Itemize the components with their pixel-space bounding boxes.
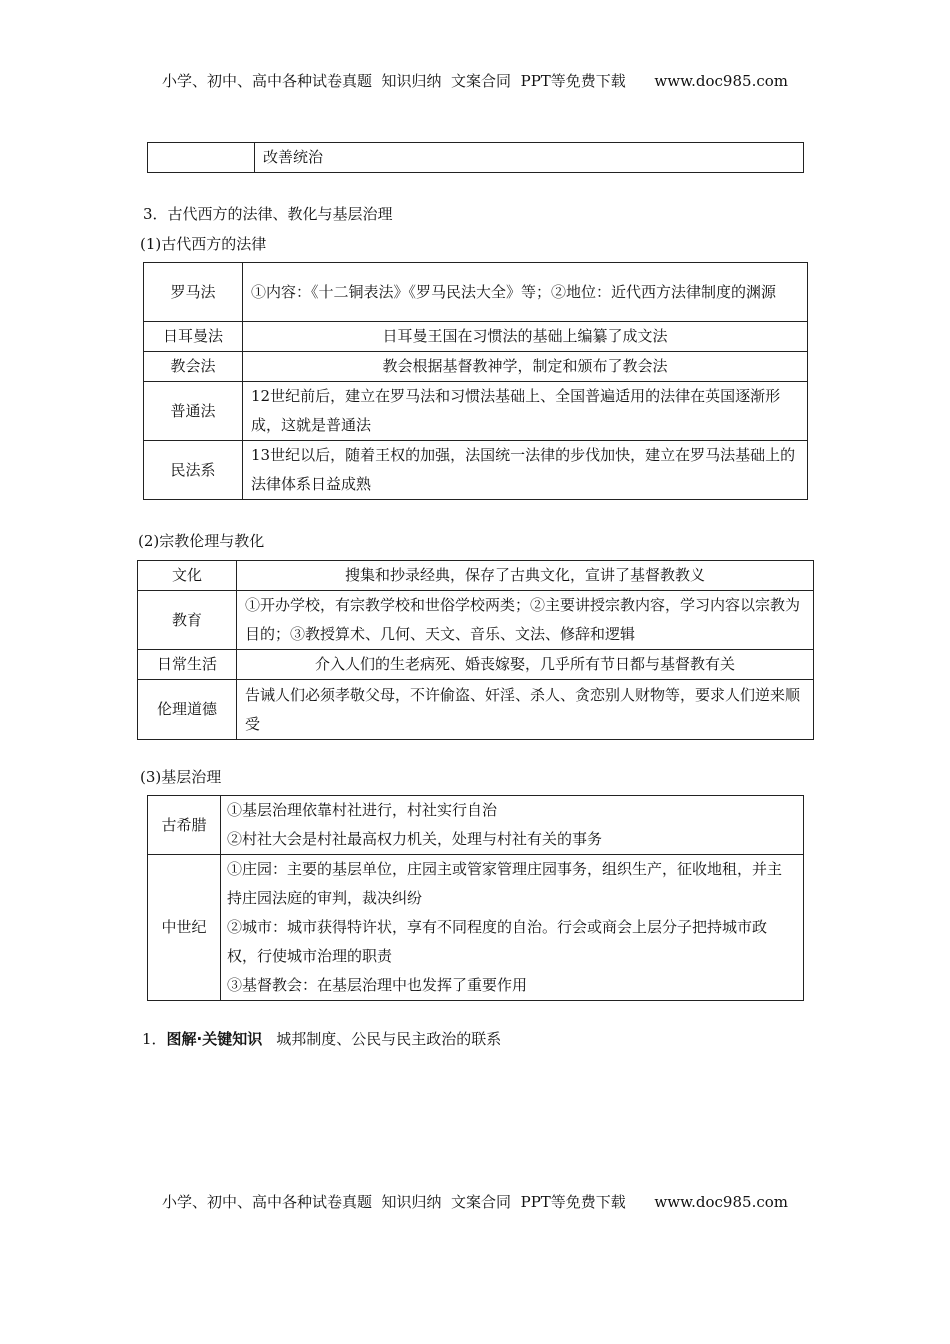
table-row: 日常生活 介入人们的生老病死、婚丧嫁娶，几乎所有节日都与基督教有关 bbox=[138, 650, 814, 680]
law-table bbox=[143, 262, 808, 500]
religion-table bbox=[137, 560, 814, 740]
subsection-title: (1)古代西方的法律 bbox=[140, 235, 267, 253]
table-row: 古希腊 ①基层治理依靠村社进行，村社实行自治 ②村社大会是村社最高权力机关，处理与村社有关的事务 bbox=[148, 796, 804, 855]
subsection-title: (3)基层治理 bbox=[140, 768, 222, 786]
table-row: 普通法 12世纪前后，建立在罗马法和习惯法基础上、全国普遍适用的法律在英国逐渐形成，这就是普通法 bbox=[144, 382, 808, 441]
table-row: 民法系 13世纪以后，随着王权的加强，法国统一法律的步伐加快，建立在罗马法基础上的法律体系日益成熟 bbox=[144, 441, 808, 500]
page-footer: 小学、初中、高中各种试卷真题 知识归纳 文案合同 PPT等免费下载 www.doc985.com bbox=[161, 1193, 788, 1211]
table-row: 罗马法 ①内容：《十二铜表法》《罗马民法大全》等；②地位：近代西方法律制度的渊源 bbox=[144, 263, 808, 322]
table-row: 教会法 教会根据基督教神学，制定和颁布了教会法 bbox=[144, 352, 808, 382]
section-title: 3．古代西方的法律、教化与基层治理 bbox=[143, 205, 393, 223]
table-cell: 改善统治 bbox=[255, 143, 804, 173]
governance-table bbox=[147, 795, 804, 1001]
key-knowledge-heading: 1．图解·关键知识 城邦制度、公民与民主政治的联系 bbox=[142, 1030, 502, 1048]
subsection-title: (2)宗教伦理与教化 bbox=[138, 532, 265, 550]
table-row: 文化 搜集和抄录经典，保存了古典文化，宣讲了基督教教义 bbox=[138, 561, 814, 591]
table-row: 教育 ①开办学校，有宗教学校和世俗学校两类；②主要讲授宗教内容，学习内容以宗教为目的；③教授算术、几何、天文、音乐、文法、修辞和逻辑 bbox=[138, 591, 814, 650]
table-row: 日耳曼法 日耳曼王国在习惯法的基础上编纂了成文法 bbox=[144, 322, 808, 352]
table-row: 中世纪 ①庄园：主要的基层单位，庄园主或管家管理庄园事务，组织生产，征收地租，并主持庄园法庭的审判，裁决纠纷 ②城市：城市获得特许状，享有不同程度的自治。行会或商会上层分子把持城市政权，行使城市治理的职责 ③基督教会：在基层治理中也发挥了重要作用 bbox=[148, 855, 804, 1001]
table-row: 伦理道德 告诫人们必须孝敬父母，不许偷盗、奸淫、杀人、贪恋别人财物等，要求人们逆来顺受 bbox=[138, 680, 814, 740]
page-header: 小学、初中、高中各种试卷真题 知识归纳 文案合同 PPT等免费下载 www.doc985.com bbox=[161, 72, 788, 90]
top-table bbox=[147, 142, 804, 173]
